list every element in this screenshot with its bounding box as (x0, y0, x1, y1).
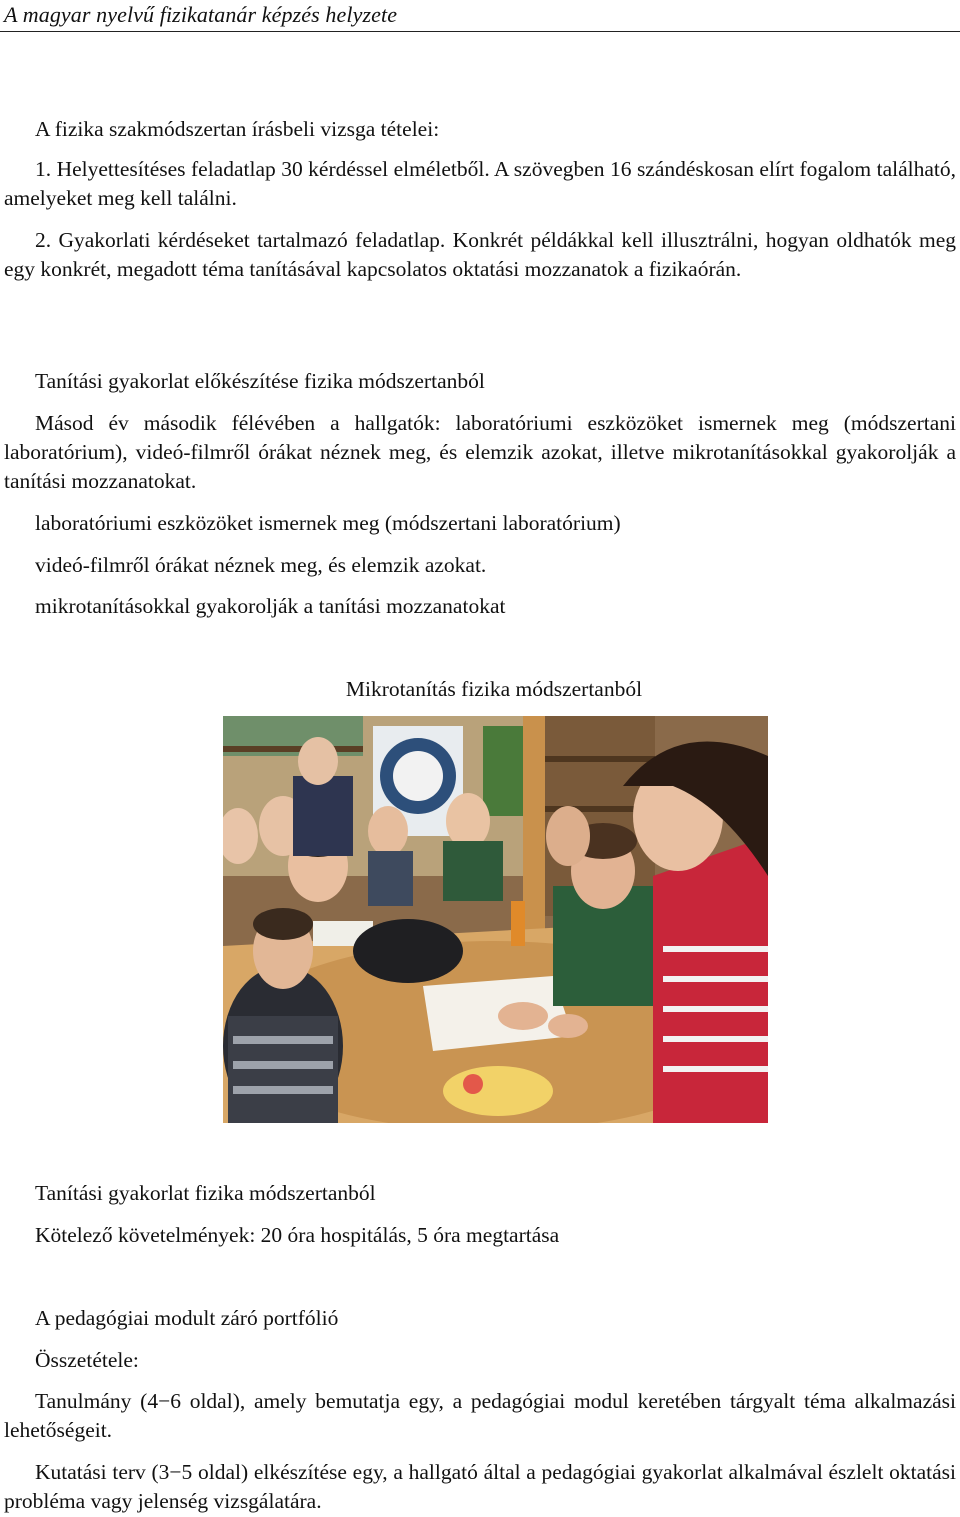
exam-item-2: 2. Gyakorlati kérdéseket tartalmazó feladatlap. Konkrét példákkal kell illusztrálni, hogyan oldhatók meg egy konkrét, megadott téma tanításával kapcsolatos oktatási mozzanatok a fizikaórán. (4, 228, 956, 281)
portfolio-item-research: Kutatási terv (3−5 oldal) elkészítése egy, a hallgató által a pedagógiai gyakorlat alkalmával észlelt oktatási probléma vagy jelenség vizsgálatára. (4, 1460, 956, 1513)
prep-line-lab: laboratóriumi eszközöket ismernek meg (módszertani laboratórium) (35, 511, 621, 535)
classroom-photo (223, 716, 768, 1123)
exam-heading: A fizika szakmódszertan írásbeli vizsga tételei: (35, 117, 440, 141)
page-header (0, 0, 960, 32)
exam-item-1: 1. Helyettesítéses feladatlap 30 kérdéssel elméletből. A szövegben 16 szándéskosan elírt fogalom található, amelyeket meg kell találni. (4, 157, 956, 210)
practice-heading: Tanítási gyakorlat fizika módszertanból (35, 1181, 376, 1205)
prep-line-micro: mikrotanításokkal gyakorolják a tanítási mozzanatokat (35, 594, 506, 618)
header-title: A magyar nyelvű fizikatanár képzés helyzete (4, 2, 398, 27)
figure-caption: Mikrotanítás fizika módszertanból (345, 677, 643, 701)
prep-paragraph: Másod év második félévében a hallgatók: laboratóriumi eszközöket ismernek meg (módszertani laboratórium), videó-filmről órákat néznek meg, és elemzik azokat, illetve mikrotanításokkal gyakorolják a tanítási mozzanatokat. (4, 411, 956, 493)
portfolio-heading: A pedagógiai modult záró portfólió (35, 1306, 339, 1330)
prep-line-video: videó-filmről órákat néznek meg, és elemzik azokat. (35, 553, 487, 577)
portfolio-composition-label: Összetétele: (35, 1348, 139, 1372)
practice-requirements: Kötelező követelmények: 20 óra hospitálás, 5 óra megtartása (35, 1223, 560, 1247)
prep-heading: Tanítási gyakorlat előkészítése fizika módszertanból (35, 369, 485, 393)
portfolio-item-study: Tanulmány (4−6 oldal), amely bemutatja egy, a pedagógiai modul keretében tárgyalt téma alkalmazási lehetőségeit. (4, 1389, 956, 1442)
